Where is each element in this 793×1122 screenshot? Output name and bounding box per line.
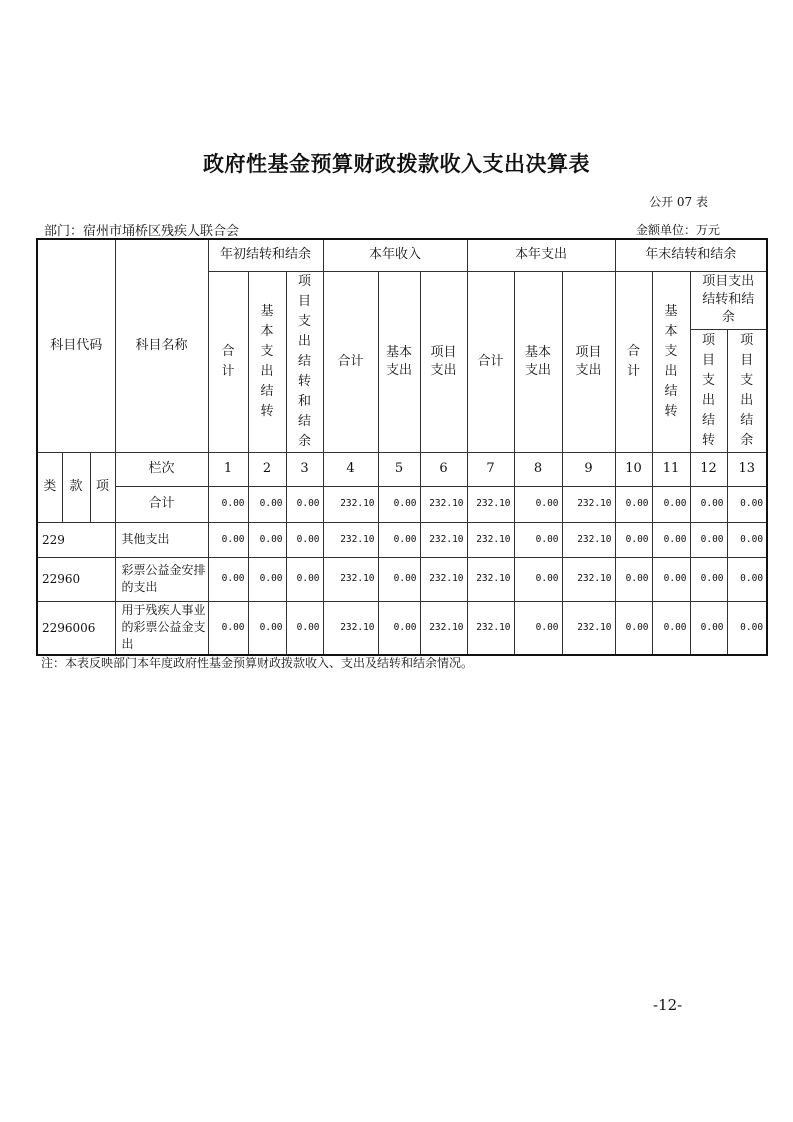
table-note: 注：本表反映部门本年度政府性基金预算财政拨款收入、支出及结转和结余情况。 xyxy=(41,656,474,670)
header-code: 科目代码 xyxy=(37,239,115,452)
cell-value: 0.00 xyxy=(727,522,767,557)
cell-value: 0.00 xyxy=(514,601,562,655)
page-title: 政府性基金预算财政拨款收入支出决算表 xyxy=(203,152,590,176)
header-xiang: 项 xyxy=(90,452,115,522)
header-begin-basic-carry: 基本支出结转 xyxy=(248,271,286,452)
cell-value: 0.00 xyxy=(652,557,690,601)
cell-value: 0.00 xyxy=(286,522,323,557)
cell-value: 232.10 xyxy=(420,486,467,522)
col-number: 1 xyxy=(208,452,248,486)
cell-value: 232.10 xyxy=(420,557,467,601)
cell-value: 0.00 xyxy=(378,522,420,557)
cell-value: 0.00 xyxy=(286,601,323,655)
cell-value: 0.00 xyxy=(248,601,286,655)
cell-value: 232.10 xyxy=(562,601,615,655)
cell-value: 0.00 xyxy=(652,601,690,655)
header-kuan: 款 xyxy=(62,452,90,522)
table-number: 公开 07 表 xyxy=(649,195,708,209)
header-income-project: 项目支出 xyxy=(420,271,467,452)
header-expense-total: 合计 xyxy=(467,271,514,452)
cell-value: 0.00 xyxy=(378,486,420,522)
cell-value: 0.00 xyxy=(248,557,286,601)
cell-value: 232.10 xyxy=(562,557,615,601)
row-code: 2296006 xyxy=(37,601,115,655)
cell-value: 232.10 xyxy=(323,601,378,655)
cell-value: 232.10 xyxy=(467,557,514,601)
header-group-expense: 本年支出 xyxy=(467,239,615,271)
department-label: 部门：宿州市埇桥区残疾人联合会 xyxy=(44,224,240,239)
header-end-total: 合计 xyxy=(615,271,652,452)
col-number: 7 xyxy=(467,452,514,486)
header-expense-project: 项目支出 xyxy=(562,271,615,452)
cell-value: 232.10 xyxy=(562,486,615,522)
header-col-index: 栏次 xyxy=(115,452,208,486)
header-group-income: 本年收入 xyxy=(323,239,467,271)
cell-value: 0.00 xyxy=(514,486,562,522)
header-end-project-surplus: 项目支出结余 xyxy=(727,330,767,452)
header-end-project-carry: 项目支出结转 xyxy=(690,330,727,452)
col-number: 2 xyxy=(248,452,286,486)
cell-value: 232.10 xyxy=(323,557,378,601)
cell-value: 0.00 xyxy=(615,486,652,522)
header-begin-total: 合计 xyxy=(208,271,248,452)
col-number: 12 xyxy=(690,452,727,486)
cell-value: 0.00 xyxy=(690,486,727,522)
cell-value: 0.00 xyxy=(727,557,767,601)
row-code: 229 xyxy=(37,522,115,557)
page-number: -12- xyxy=(653,996,683,1014)
header-group-end: 年末结转和结余 xyxy=(615,239,767,271)
cell-value: 232.10 xyxy=(467,522,514,557)
header-lei: 类 xyxy=(37,452,62,522)
cell-value: 0.00 xyxy=(286,557,323,601)
table-row xyxy=(37,522,767,557)
cell-value: 0.00 xyxy=(690,522,727,557)
col-number: 11 xyxy=(652,452,690,486)
cell-value: 0.00 xyxy=(652,486,690,522)
row-name: 用于残疾人事业的彩票公益金支出 xyxy=(115,601,208,655)
table-row xyxy=(37,557,767,601)
budget-table xyxy=(36,238,768,656)
unit-label: 金额单位：万元 xyxy=(636,223,721,237)
cell-value: 232.10 xyxy=(467,601,514,655)
header-income-total: 合计 xyxy=(323,271,378,452)
cell-value: 0.00 xyxy=(615,601,652,655)
cell-value: 232.10 xyxy=(323,486,378,522)
row-name: 其他支出 xyxy=(115,522,208,557)
col-number: 3 xyxy=(286,452,323,486)
cell-value: 0.00 xyxy=(727,601,767,655)
cell-value: 232.10 xyxy=(562,522,615,557)
col-number: 8 xyxy=(514,452,562,486)
cell-value: 0.00 xyxy=(248,522,286,557)
table-row xyxy=(37,601,767,655)
cell-value: 0.00 xyxy=(514,522,562,557)
cell-value: 0.00 xyxy=(514,557,562,601)
col-number: 9 xyxy=(562,452,615,486)
cell-value: 0.00 xyxy=(378,557,420,601)
col-number: 13 xyxy=(727,452,767,486)
header-group-begin: 年初结转和结余 xyxy=(208,239,323,271)
cell-value: 0.00 xyxy=(208,601,248,655)
col-number: 6 xyxy=(420,452,467,486)
cell-value: 232.10 xyxy=(420,522,467,557)
col-number: 10 xyxy=(615,452,652,486)
cell-value: 0.00 xyxy=(378,601,420,655)
header-expense-basic: 基本支出 xyxy=(514,271,562,452)
cell-value: 0.00 xyxy=(208,522,248,557)
cell-value: 0.00 xyxy=(208,486,248,522)
cell-value: 0.00 xyxy=(615,557,652,601)
col-number: 4 xyxy=(323,452,378,486)
cell-value: 0.00 xyxy=(727,486,767,522)
cell-value: 0.00 xyxy=(690,601,727,655)
header-income-basic: 基本支出 xyxy=(378,271,420,452)
header-begin-project-carry-surplus: 项目支出结转和结余 xyxy=(286,271,323,452)
cell-value: 0.00 xyxy=(208,557,248,601)
cell-value: 0.00 xyxy=(286,486,323,522)
header-end-project-carry-surplus: 项目支出结转和结余 xyxy=(690,271,767,330)
cell-value: 232.10 xyxy=(323,522,378,557)
header-name: 科目名称 xyxy=(115,239,208,452)
cell-value: 232.10 xyxy=(420,601,467,655)
col-number: 5 xyxy=(378,452,420,486)
cell-value: 232.10 xyxy=(467,486,514,522)
row-code: 22960 xyxy=(37,557,115,601)
table-row-total xyxy=(37,486,767,522)
cell-value: 0.00 xyxy=(690,557,727,601)
cell-value: 0.00 xyxy=(248,486,286,522)
header-end-basic-carry: 基本支出结转 xyxy=(652,271,690,452)
cell-value: 0.00 xyxy=(652,522,690,557)
row-name: 合计 xyxy=(115,486,208,522)
row-name: 彩票公益金安排的支出 xyxy=(115,557,208,601)
cell-value: 0.00 xyxy=(615,522,652,557)
